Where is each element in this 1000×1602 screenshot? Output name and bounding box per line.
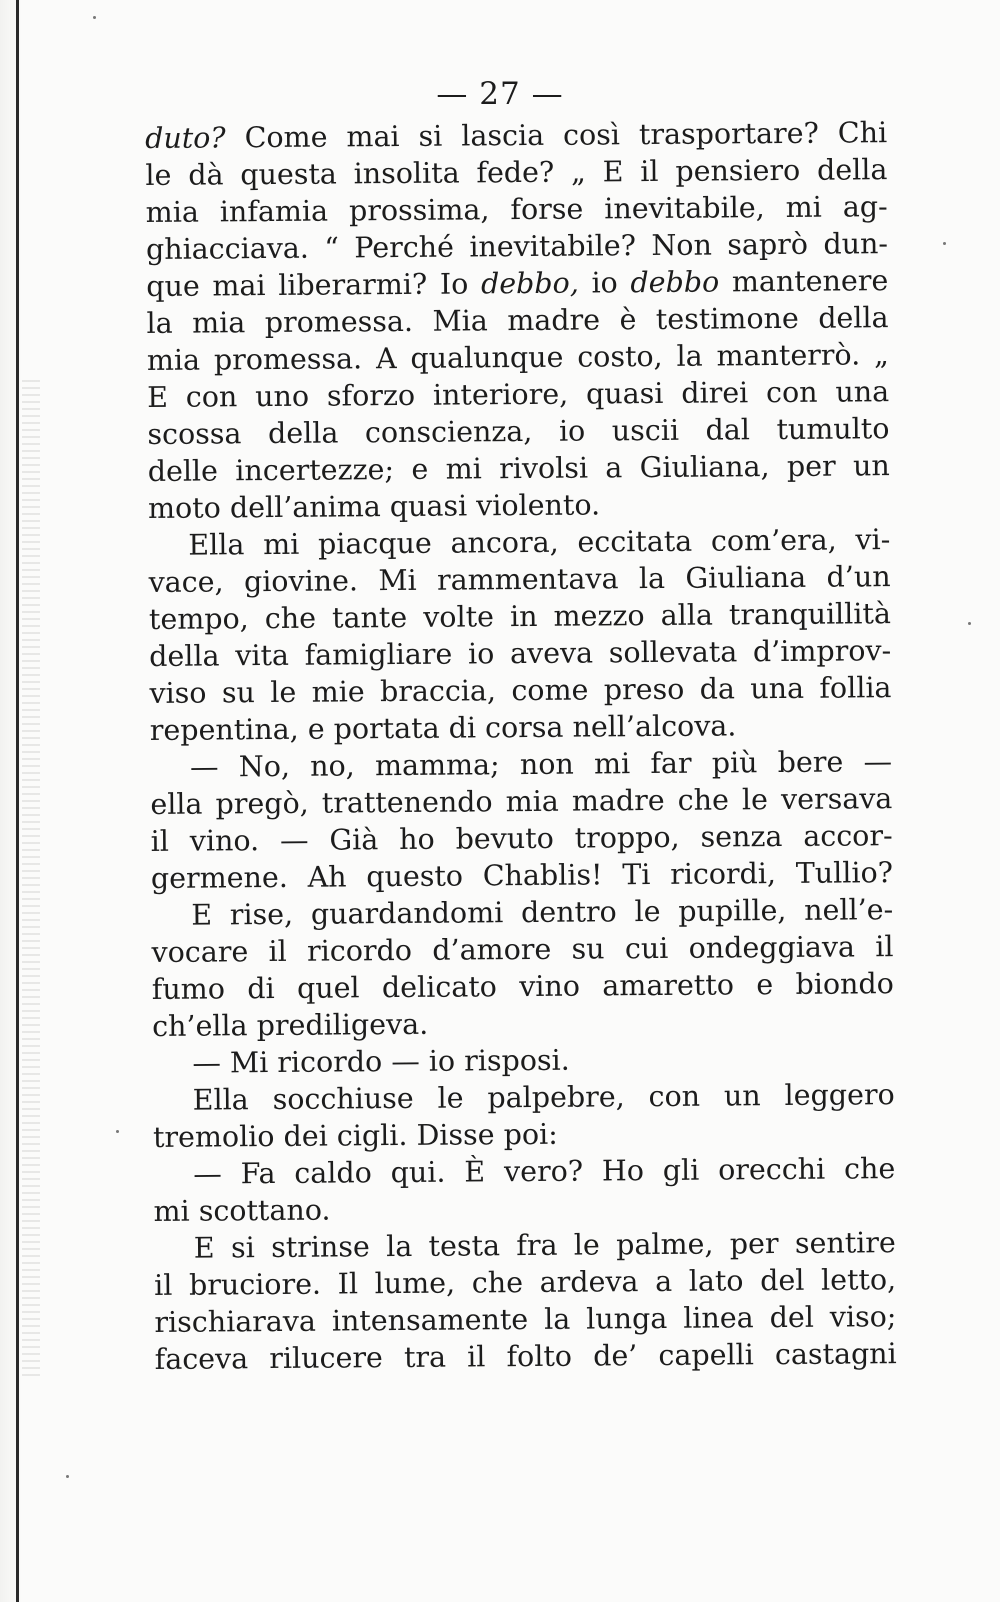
text-line (146, 225, 888, 268)
paper-speck (968, 622, 971, 625)
text-line (152, 1039, 894, 1082)
text-line (146, 262, 888, 305)
text-run: delle incertezze; e mi rivolsi a Giuliana, per un (147, 449, 890, 488)
text-line (148, 447, 890, 490)
text-run: il bruciore. Il lume, che ardeva a lato del letto, (154, 1263, 897, 1302)
text-run: vace, giovine. Mi rammentava la Giuliana d’un (148, 560, 891, 599)
text-line (151, 854, 893, 897)
text-run: tremolio dei cigli. Disse poi: (152, 1117, 558, 1154)
text-line (150, 706, 892, 749)
paper-speck (93, 16, 96, 19)
italic-word: debbo, (480, 266, 579, 301)
text-run: E si strinse la testa fra le palme, per sentire (193, 1226, 896, 1265)
text-line (145, 151, 887, 194)
text-run: della vita famigliare io aveva sollevata d’improv- (149, 634, 892, 673)
text-run: mi scottano. (153, 1193, 331, 1228)
text-run: ella pregò, trattenendo mia madre che le versava (150, 782, 893, 821)
text-line (149, 632, 891, 675)
text-line (153, 1076, 895, 1119)
text-run: que mai liberarmi? Io (146, 267, 482, 303)
text-run: ch’ella prediligeva. (151, 1007, 429, 1043)
text-line (153, 1150, 895, 1193)
text-line (147, 410, 889, 453)
text-run: moto dell’anima quasi violento. (147, 488, 601, 525)
text-run: tempo, che tante volte in mezzo alla tranquillità (148, 597, 892, 636)
text-run: germene. Ah questo Chablis! Ti ricordi, Tullio? (150, 856, 894, 895)
text-line (151, 891, 893, 934)
text-run: mantenere (719, 264, 889, 299)
text-line (153, 1187, 895, 1230)
text-run: scossa della conscienza, io uscii dal tumulto (147, 412, 890, 451)
text-line (152, 965, 894, 1008)
text-run: — Mi ricordo — io risposi. (192, 1043, 570, 1080)
text-run: rischiarava intensamente la lunga linea del viso; (154, 1300, 897, 1339)
text-run: repentina, e portata di corsa nell’alcova. (149, 709, 737, 747)
text-line (152, 1002, 894, 1045)
text-run: ghiacciava. “ Perché inevitabile? Non saprò dun- (145, 227, 889, 266)
text-run: — Fa caldo qui. È vero? Ho gli orecchi che (193, 1152, 896, 1191)
text-line (155, 1335, 897, 1378)
text-line (149, 669, 891, 712)
binding-line (16, 0, 19, 1602)
text-line (148, 521, 890, 564)
text-run: Ella mi piacque ancora, eccitata com’era, vi- (188, 523, 891, 562)
text-run: io (578, 266, 631, 300)
text-line (148, 558, 890, 601)
text-line (148, 484, 890, 527)
text-run: Ella socchiuse le palpebre, con un leggero (192, 1078, 895, 1117)
text-run: mia promessa. A qualunque costo, la manterrò. „ (146, 338, 889, 377)
text-run: E con uno sforzo interiore, quasi direi con una (147, 375, 890, 414)
text-run: viso su le mie braccia, come preso da una follia (149, 671, 892, 710)
text-run: mia infamia prossima, forse inevitabile, mi ag- (145, 190, 888, 229)
text-run: fumo di quel delicato vino amaretto e biondo (151, 967, 894, 1006)
text-line (150, 743, 892, 786)
text-run: faceva rilucere tra il folto de’ capelli castagni (154, 1337, 897, 1376)
text-run: la mia promessa. Mia madre è testimone della (146, 301, 889, 340)
text-run: il vino. — Già ho bevuto troppo, senza accor- (150, 819, 893, 858)
paper-speck (66, 1475, 69, 1478)
binding-shadow-texture (22, 380, 40, 1380)
italic-word: debbo (630, 265, 720, 300)
text-line (147, 373, 889, 416)
text-line (153, 1113, 895, 1156)
text-run: — No, no, mamma; non mi far più bere — (189, 745, 893, 784)
text-line (151, 928, 893, 971)
paper-speck (116, 1130, 119, 1133)
text-line (146, 188, 888, 231)
text-line (154, 1298, 896, 1341)
text-line (146, 299, 888, 342)
body-text (145, 114, 897, 1378)
text-line (145, 114, 887, 157)
page-number: — 27 — (436, 76, 564, 112)
italic-word: duto? (145, 121, 226, 155)
paper-speck (943, 242, 946, 245)
text-run: Come mai si lascia così trasportare? Chi (225, 116, 888, 155)
text-line (147, 336, 889, 379)
text-line (150, 780, 892, 823)
text-line (154, 1261, 896, 1304)
text-line (151, 817, 893, 860)
text-run: le dà questa insolita fede? „ E il pensiero della (145, 153, 888, 192)
text-line (154, 1224, 896, 1267)
text-run: vocare il ricordo d’amore su cui ondeggiava il (151, 930, 894, 969)
text-run: E rise, guardandomi dentro le pupille, nell’e- (191, 893, 894, 932)
text-line (149, 595, 891, 638)
